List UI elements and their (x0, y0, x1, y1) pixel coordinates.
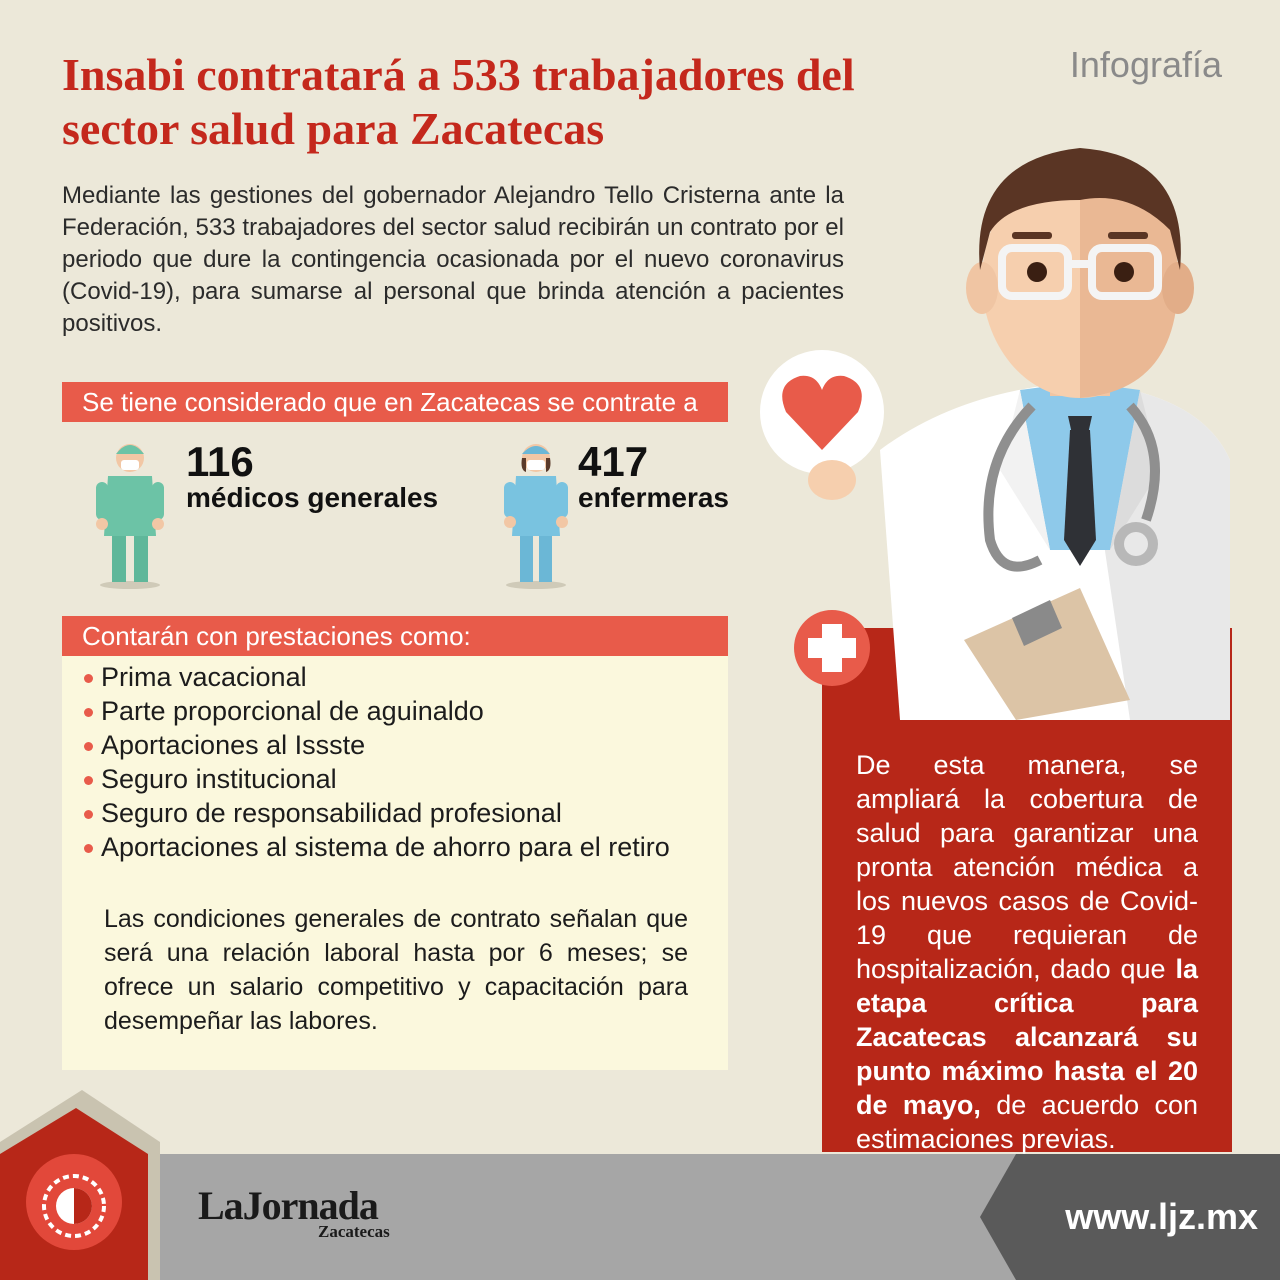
benefits-list (84, 660, 670, 864)
callout-text-start: De esta manera, se ampliará la cobertura de salud para garantizar una pronta atención médica a los nuevos casos de Covid-19 que requieran de hospitalización, dado que (856, 750, 1198, 984)
callout-text-end: de acuerdo con estimaciones previas. (856, 1090, 1198, 1154)
doctors-count: 116 (186, 438, 254, 485)
intro-paragraph: Mediante las gestiones del gobernador Alejandro Tello Cristerna ante la Federación, 533 trabajadores del sector salud recibirán un contrato por el periodo que dure la contingencia ocasionada por el nuevo coronavirus (Covid-19), para sumarse al personal que brinda atención a pacientes positivos. (62, 182, 844, 337)
hiring-heading-band: Se tiene considerado que en Zacatecas se contrate a (62, 382, 728, 422)
doctors-label: médicos generales (186, 482, 439, 513)
nurses-count: 417 (578, 438, 649, 485)
callout-text-bold: la etapa crítica para Zacatecas alcanzará su punto máximo hasta el 20 de mayo, (856, 954, 1198, 1120)
list-item: Prima vacacional (84, 660, 670, 694)
logo-sun-icon (32, 1164, 116, 1248)
list-item: Aportaciones al Issste (84, 728, 670, 762)
list-item: Aportaciones al sistema de ahorro para el retiro (84, 830, 670, 864)
medical-cross-icon (792, 608, 872, 688)
callout-text (856, 748, 1198, 1156)
brand-logo-sub: Zacatecas (318, 1222, 390, 1241)
list-item: Seguro de responsabilidad profesional (84, 796, 670, 830)
nurses-label: enfermeras (578, 482, 729, 513)
brand-logo: LaJornada (198, 1183, 378, 1228)
page-title: Insabi contratará a 533 trabajadores del sector salud para Zacatecas (62, 49, 855, 154)
website-url[interactable]: www.ljz.mx (1065, 1196, 1258, 1237)
list-item: Parte proporcional de aguinaldo (84, 694, 670, 728)
benefits-heading-band: Contarán con prestaciones como: (62, 616, 728, 656)
conditions-paragraph: Las condiciones generales de contrato señalan que será una relación laboral hasta por 6 meses; se ofrece un salario competitivo y capacitación para desempeñar las labores. (104, 905, 688, 1035)
category-tag: Infografía (1069, 44, 1222, 85)
list-item: Seguro institucional (84, 762, 670, 796)
nurse-figure-icon (496, 436, 576, 590)
doctor-figure-icon (90, 436, 170, 590)
benefits-panel (62, 656, 728, 1070)
heart-icon (782, 622, 783, 623)
